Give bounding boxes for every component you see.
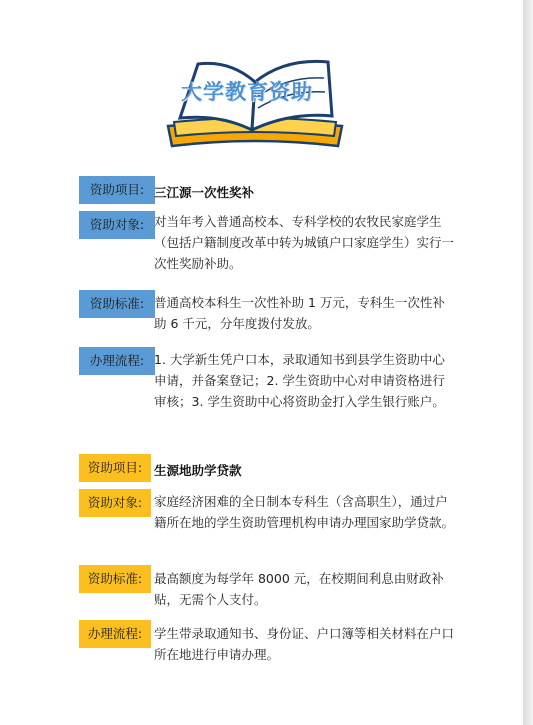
section2-standard-text: 最高额度为每学年 8000 元，在校期间利息由财政补贴，无需个人支付。 <box>154 571 444 607</box>
section1-standard-text: 普通高校本科生一次性补助 1 万元，专科生一次性补助 6 千元，分年度拨付发放。 <box>154 295 445 331</box>
section1-project-label: 资助项目: <box>79 176 155 204</box>
section1-target-text: 对当年考入普通高校本、专科学校的农牧民家庭学生（包括户籍制度改革中转为城镇户口家庭学生）实行一次性奖励补助。 <box>154 214 455 271</box>
section1-target-label: 资助对象: <box>79 211 155 239</box>
section1-process-label: 办理流程: <box>79 347 155 375</box>
section2-process-label: 办理流程: <box>79 620 151 648</box>
section1-project-value: 三江源一次性奖补 <box>154 185 255 200</box>
section2-process-text: 学生带录取通知书、身份证、户口簿等相关材料在户口所在地进行申请办理。 <box>154 626 455 662</box>
section2-project-value: 生源地助学贷款 <box>154 463 242 478</box>
section1-standard-label: 资助标准: <box>79 290 155 318</box>
section2-target-label: 资助对象: <box>79 489 151 517</box>
section2-standard-label: 资助标准: <box>79 565 151 593</box>
page-title: 大学教育资助 <box>181 80 313 104</box>
section2-target-text: 家庭经济困难的全日制本专科生（含高职生），通过户籍所在地的学生资助管理机构申请办理国家助学贷款。 <box>154 494 455 530</box>
page-edge-shadow <box>523 0 533 725</box>
section1-process-text: 1. 大学新生凭户口本，录取通知书到县学生资助中心申请，并备案登记；2. 学生资助中心对申请资格进行审核；3. 学生资助中心将资助金打入学生银行账户。 <box>154 352 445 409</box>
section2-project-label: 资助项目: <box>79 454 151 482</box>
